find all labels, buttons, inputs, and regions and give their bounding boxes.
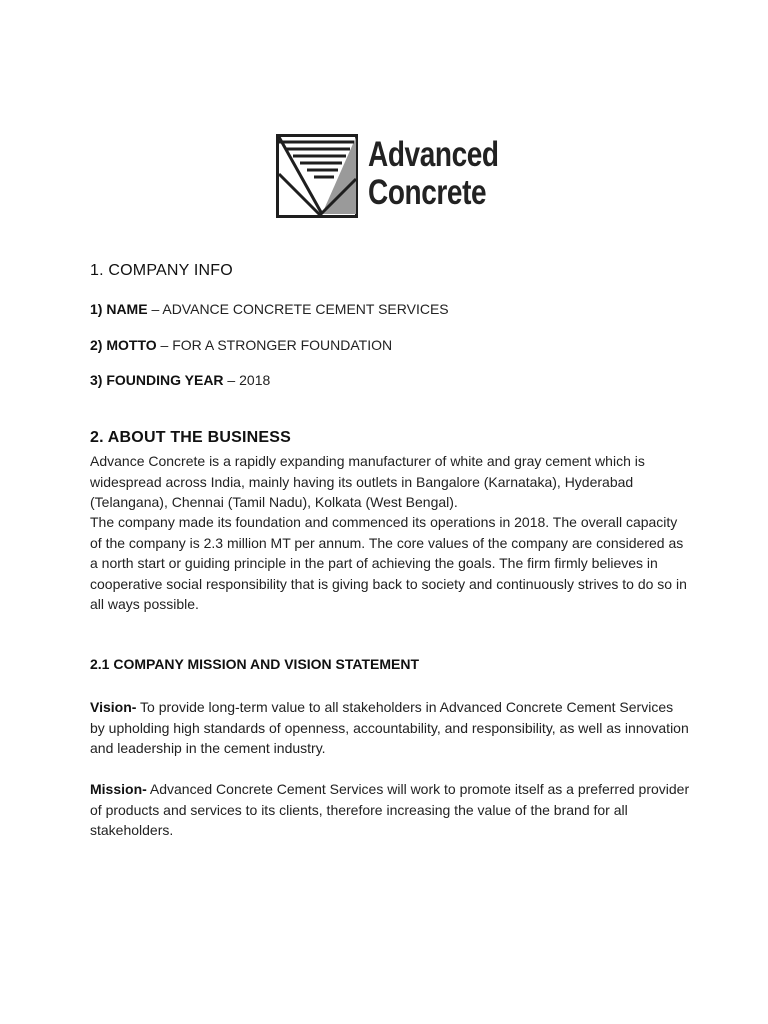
field-name-sep: – (147, 301, 163, 317)
field-name-value: ADVANCE CONCRETE CEMENT SERVICES (162, 301, 449, 317)
vision-label: Vision- (90, 699, 137, 715)
section-2-1-heading: 2.1 COMPANY MISSION AND VISION STATEMENT (90, 656, 420, 672)
logo-wordmark (368, 136, 499, 212)
about-paragraph-2: The company made its foundation and commenced its operations in 2018. The overall capacity of the company is 2.3 million MT per annum. The core values of the company are considered as a north start or guiding principle in the part of achieving the goals. The firm firmly believes in cooperative social responsibility that is giving back to society and continuously strives to do so in all ways possible. (90, 514, 687, 612)
vision-text: To provide long-term value to all stakeholders in Advanced Concrete Cement Services by upholding high standards of openness, accountability, and responsibility, as well as innovation and leadership in the cement industry. (90, 699, 689, 756)
mission-paragraph (90, 779, 690, 841)
logo-line-1: Advanced (368, 135, 499, 174)
field-motto (90, 337, 392, 353)
vision-paragraph (90, 697, 690, 759)
field-name-key: 1) NAME (90, 301, 148, 317)
field-founding-year-value: 2018 (239, 372, 271, 388)
field-motto-sep: – (156, 337, 173, 353)
field-founding-year-sep: – (223, 372, 240, 388)
field-motto-key: 2) MOTTO (90, 337, 157, 353)
field-founding-year (90, 372, 270, 388)
about-paragraph-1: Advance Concrete is a rapidly expanding manufacturer of white and gray cement which is widespread across India, mainly having its outlets in Bangalore (Karnataka), Hyderabad (Telangana), Chennai (Tamil Nadu), Kolkata (West Bengal). (90, 453, 645, 510)
section-2-heading: 2. ABOUT THE BUSINESS (90, 429, 291, 446)
concrete-logo-icon (276, 134, 358, 218)
company-logo (276, 134, 506, 218)
mission-text: Advanced Concrete Cement Services will work to promote itself as a preferred provider of products and services to its clients, therefore increasing the value of the brand for all stakeholders. (90, 781, 690, 838)
logo-line-2: Concrete (368, 173, 487, 212)
field-founding-year-key: 3) FOUNDING YEAR (90, 372, 224, 388)
field-name (90, 301, 449, 317)
mission-label: Mission- (90, 781, 147, 797)
field-motto-value: FOR A STRONGER FOUNDATION (172, 337, 393, 353)
section-1-heading: 1. COMPANY INFO (90, 262, 233, 279)
